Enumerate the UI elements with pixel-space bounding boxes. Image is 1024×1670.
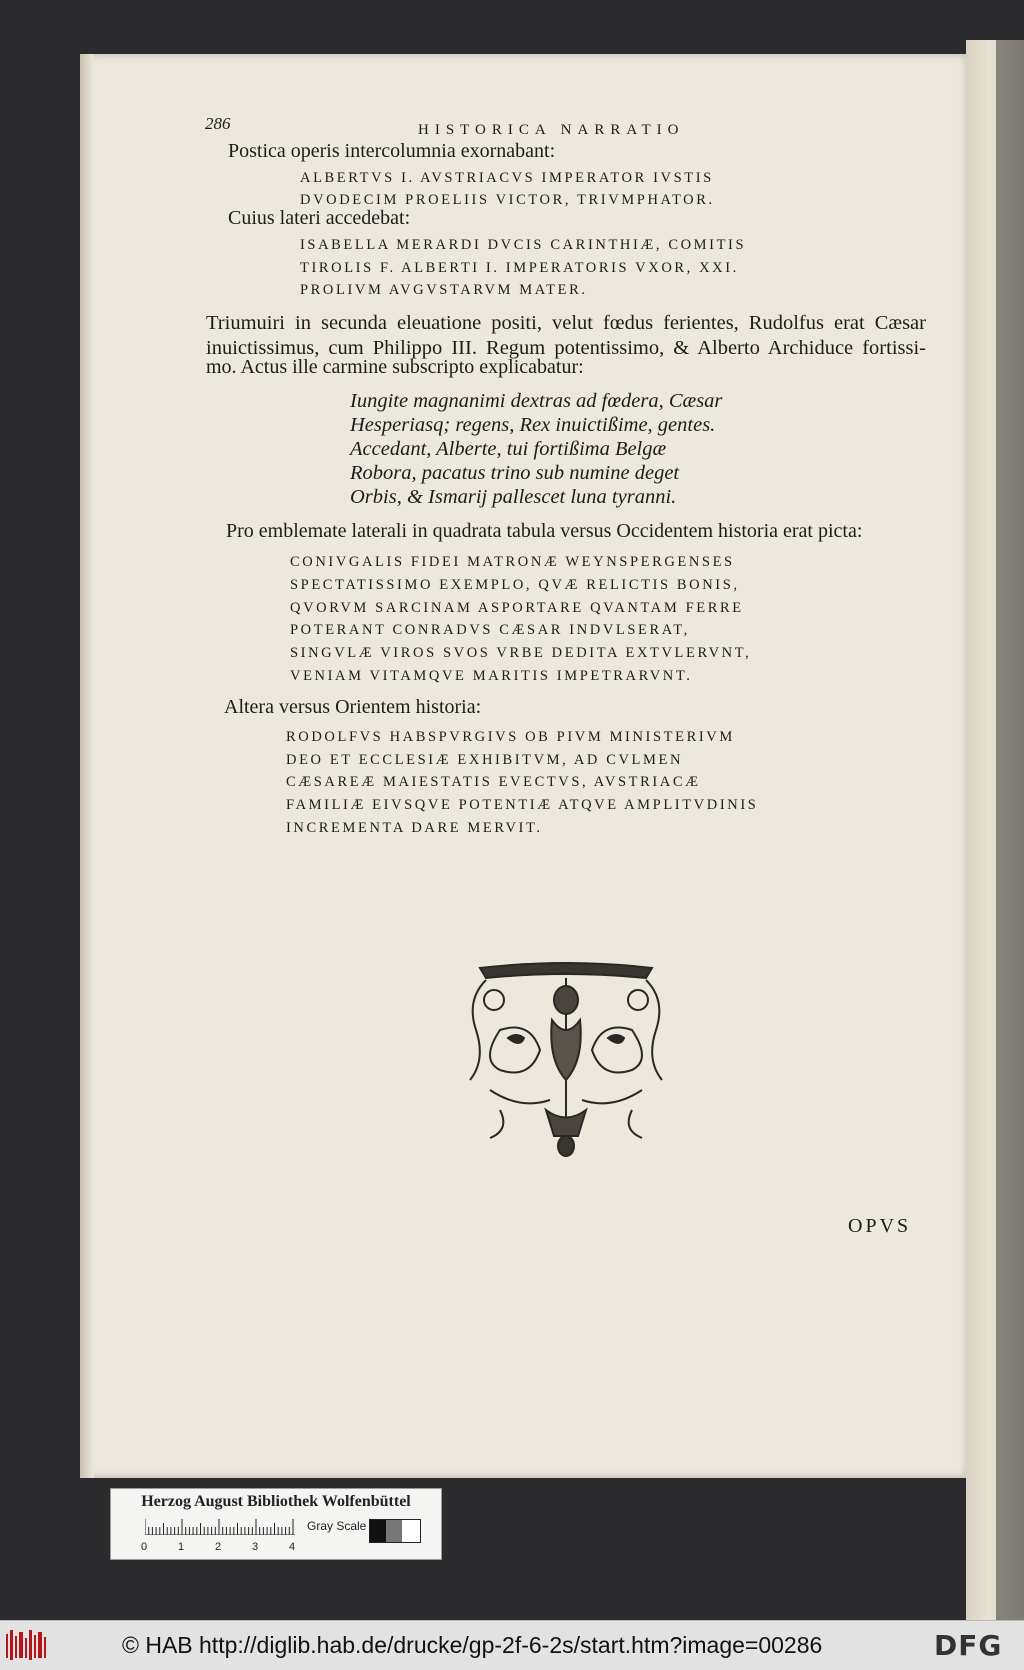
inscription-line: DEO ET ECCLESIÆ EXHIBITVM, AD CVLMEN bbox=[286, 752, 684, 768]
inscription-line: DVODECIM PROELIIS VICTOR, TRIVMPHATOR. bbox=[300, 192, 715, 208]
hab-barcode-logo-icon bbox=[6, 1630, 48, 1660]
inscription-line: ALBERTVS I. AVSTRIACVS IMPERATOR IVSTIS bbox=[300, 170, 714, 186]
text-line: Pro emblemate laterali in quadrata tabula versus Occidentem historia erat picta: bbox=[226, 520, 863, 542]
inscription-line: RODOLFVS HABSPVRGIVS OB PIVM MINISTERIVM bbox=[286, 729, 735, 745]
inscription-line: PROLIVM AVGVSTARVM MATER. bbox=[300, 282, 588, 298]
verse-line: Iungite magnanimi dextras ad fœdera, Cæsar bbox=[350, 390, 723, 412]
inscription-line: ISABELLA MERARDI DVCIS CARINTHIÆ, COMITIS bbox=[300, 237, 747, 253]
inscription-line: INCREMENTA DARE MERVIT. bbox=[286, 820, 543, 836]
verse-line: Robora, pacatus trino sub numine deget bbox=[350, 462, 680, 484]
gray-scale-label: Gray Scale bbox=[307, 1519, 367, 1533]
inscription-line: CÆSAREÆ MAIESTATIS EVECTVS, AVSTRIACÆ bbox=[286, 774, 701, 790]
ruler-number: 3 bbox=[252, 1541, 259, 1553]
running-head: HISTORICA NARRATIO bbox=[418, 122, 685, 138]
gray-scale-patches bbox=[369, 1519, 421, 1543]
reference-card bbox=[110, 1488, 442, 1560]
dfg-logo: DFG bbox=[934, 1629, 1003, 1662]
card-title: Herzog August Bibliothek Wolfenbüttel bbox=[141, 1493, 411, 1510]
inscription-line: TIROLIS F. ALBERTI I. IMPERATORIS VXOR, XXI. bbox=[300, 260, 739, 276]
text-line: Cuius lateri accedebat: bbox=[228, 207, 411, 229]
text-line: Altera versus Orientem historia: bbox=[224, 696, 482, 718]
next-leaf-shadow bbox=[996, 40, 1024, 1620]
inscription-line: VENIAM VITAMQVE MARITIS IMPETRARVNT. bbox=[290, 668, 693, 684]
footer-bar bbox=[0, 1620, 1024, 1670]
page-number: 286 bbox=[205, 114, 231, 133]
inscription-line: CONIVGALIS FIDEI MATRONÆ WEYNSPERGENSES bbox=[290, 554, 735, 570]
text-line: Postica operis intercolumnia exornabant: bbox=[228, 140, 556, 162]
paragraph-line: mo. Actus ille carmine subscripto explicabatur: bbox=[206, 356, 584, 378]
inscription-line: SINGVLÆ VIROS SVOS VRBE DEDITA EXTVLERVNT, bbox=[290, 645, 752, 661]
inscription-line: QVORVM SARCINAM ASPORTARE QVANTAM FERRE bbox=[290, 600, 744, 616]
paragraph-line: inuictissimus, cum Philippo III. Regum potentissimo, & Alberto Archiduce fortissi- bbox=[206, 337, 926, 359]
ruler-number: 2 bbox=[215, 1541, 222, 1553]
verse-line: Accedant, Alberte, tui fortißima Belgæ bbox=[350, 438, 667, 460]
inscription-line: SPECTATISSIMO EXEMPLO, QVÆ RELICTIS BONIS, bbox=[290, 577, 740, 593]
woodcut-tailpiece-ornament-icon bbox=[460, 960, 672, 1160]
ruler-number: 4 bbox=[289, 1541, 296, 1553]
ruler-numbers bbox=[141, 1541, 326, 1553]
ruler-scale bbox=[145, 1519, 295, 1535]
footer-copyright-url[interactable]: © HAB http://diglib.hab.de/drucke/gp-2f-6-2s/start.htm?image=00286 bbox=[122, 1632, 823, 1658]
catchword: OPVS bbox=[848, 1215, 912, 1237]
paragraph-line: Triumuiri in secunda eleuatione positi, velut fœdus ferientes, Rudolfus erat Cæsar bbox=[206, 312, 926, 334]
inscription-line: POTERANT CONRADVS CÆSAR INDVLSERAT, bbox=[290, 622, 690, 638]
gutter-shadow bbox=[80, 54, 94, 1478]
verse-line: Hesperiasq; regens, Rex inuictißime, gentes. bbox=[350, 414, 716, 436]
verse-line: Orbis, & Ismarij pallescet luna tyranni. bbox=[350, 486, 677, 508]
inscription-line: FAMILIÆ EIVSQVE POTENTIÆ ATQVE AMPLITVDINIS bbox=[286, 797, 759, 813]
ruler-number: 0 bbox=[141, 1541, 148, 1553]
ruler-number: 1 bbox=[178, 1541, 185, 1553]
